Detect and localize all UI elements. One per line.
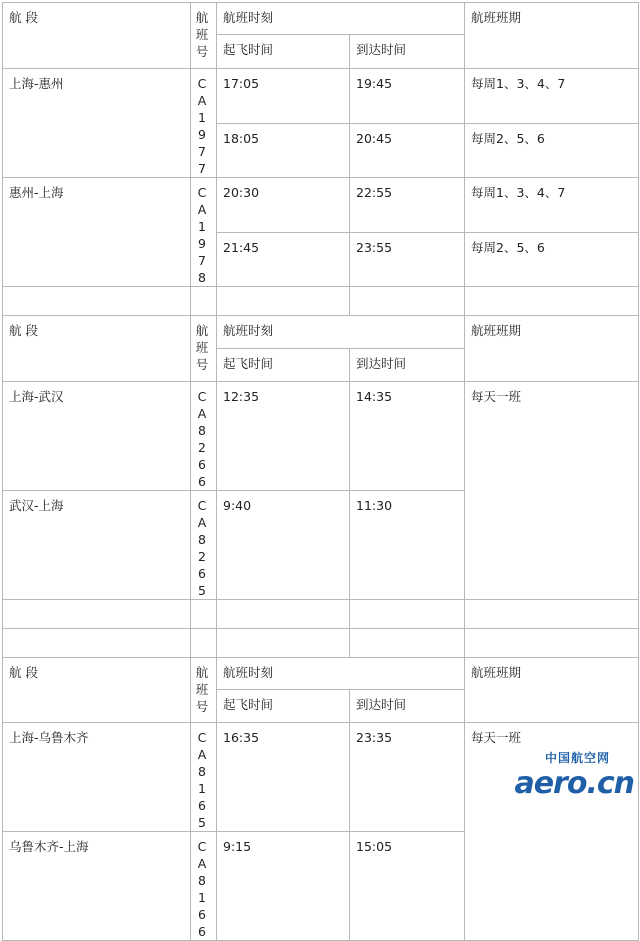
arrive-time: 23:55 [350,232,465,287]
frequency-cell: 每周1、3、4、7 [465,69,639,124]
depart-time: 21:45 [217,232,350,287]
watermark-chinese-text: 中国航空网 [544,751,610,765]
flight-no-cell: C A 19 78 [191,178,217,287]
depart-time: 18:05 [217,123,350,178]
frequency-cell: 每天一班 [465,382,639,600]
flight-no-cell: C A 82 66 [191,382,217,491]
aero-cn-watermark [474,749,634,801]
header-arrive: 到达时间 [350,690,465,723]
header-frequency: 航班班期 [465,316,639,382]
route-cell: 乌鲁木齐-上海 [3,832,191,941]
depart-time: 12:35 [217,382,350,491]
route-cell: 武汉-上海 [3,491,191,600]
empty-row [3,629,639,658]
header-depart: 起飞时间 [217,35,350,69]
header-arrive: 到达时间 [350,349,465,382]
table-row [3,382,639,491]
table-row [3,178,639,233]
header-flight-no: 航 班 号 [191,658,217,723]
header-flight-no: 航 班 号 [191,3,217,69]
watermark-logo-text: aero.cn [514,766,634,801]
flight-no-cell: C A 81 66 [191,832,217,941]
arrive-time: 14:35 [350,382,465,491]
header-depart: 起飞时间 [217,690,350,723]
header-segment: 航 段 [3,316,191,382]
arrive-time: 20:45 [350,123,465,178]
empty-row [3,287,639,316]
depart-time: 20:30 [217,178,350,233]
empty-row [3,600,639,629]
frequency-cell: 每天一班 [465,723,639,941]
flight-no-cell: C A 81 65 [191,723,217,832]
header-depart: 起飞时间 [217,349,350,382]
frequency-cell: 每周2、5、6 [465,123,639,178]
route-cell: 惠州-上海 [3,178,191,287]
route-cell: 上海-武汉 [3,382,191,491]
header-segment: 航 段 [3,658,191,723]
header-segment: 航 段 [3,3,191,69]
depart-time: 16:35 [217,723,350,832]
header-schedule: 航班时刻 [217,316,465,349]
depart-time: 17:05 [217,69,350,124]
route-cell: 上海-乌鲁木齐 [3,723,191,832]
arrive-time: 11:30 [350,491,465,600]
header-schedule: 航班时刻 [217,3,465,35]
route-cell: 上海-惠州 [3,69,191,178]
header-flight-no: 航 班 号 [191,316,217,382]
frequency-cell: 每周1、3、4、7 [465,178,639,233]
header-arrive: 到达时间 [350,35,465,69]
header-frequency: 航班班期 [465,3,639,69]
header-schedule: 航班时刻 [217,658,465,690]
arrive-time: 19:45 [350,69,465,124]
depart-time: 9:15 [217,832,350,941]
arrive-time: 15:05 [350,832,465,941]
arrive-time: 22:55 [350,178,465,233]
depart-time: 9:40 [217,491,350,600]
arrive-time: 23:35 [350,723,465,832]
flight-no-cell: C A 19 77 [191,69,217,178]
header-frequency: 航班班期 [465,658,639,723]
table-row [3,69,639,124]
frequency-cell: 每周2、5、6 [465,232,639,287]
flight-no-cell: C A 82 65 [191,491,217,600]
